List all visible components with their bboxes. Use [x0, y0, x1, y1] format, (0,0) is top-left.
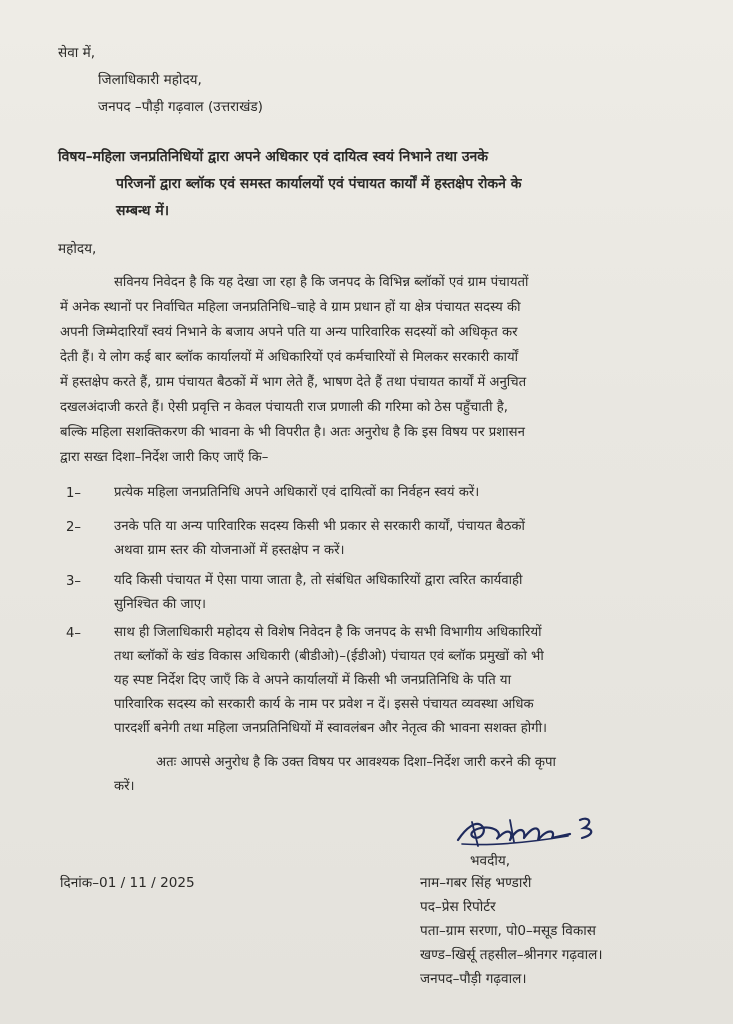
body-line: देती हैं। ये लोग कई बार ब्लॉक कार्यालयों में अधिकारियों एवं कर्मचारियों से मिलकर सरकारी कार्यों [60, 350, 519, 365]
recipient-district: जनपद –पौड़ी गढ़वाल (उत्तराखंड) [98, 99, 263, 115]
subject-line: सम्बन्ध में। [116, 203, 170, 219]
letter-date: दिनांक–01 / 11 / 2025 [60, 875, 195, 891]
closing-line: करें। [114, 779, 135, 794]
point-line: उनके पति या अन्य पारिवारिक सदस्य किसी भी प्रकार से सरकारी कार्यों, पंचायत बैठकों [114, 519, 525, 534]
body-line: द्वारा सख्त दिशा–निर्देश जारी किए जाएँ कि– [60, 450, 269, 465]
point-number: 4– [66, 626, 81, 641]
body-line: दखलअंदाजी करते हैं। ऐसी प्रवृत्ति न केवल पंचायती राज प्रणाली की गरिमा को ठेस पहुँचाती है, [60, 400, 508, 415]
point-number: 3– [66, 574, 81, 589]
greeting: महोदय, [58, 241, 97, 257]
sender-address: पता–ग्राम सरणा, पो0–मसूड विकास [420, 923, 596, 939]
point-line: सुनिश्चित की जाए। [114, 597, 206, 612]
salutation-to: सेवा में, [58, 45, 96, 61]
sender-designation: पद–प्रेस रिपोर्टर [420, 899, 496, 915]
point-line: यदि किसी पंचायत में ऐसा पाया जाता है, तो संबंधित अधिकारियों द्वारा त्वरित कार्यवाही [114, 573, 523, 588]
point-number: 2– [66, 520, 81, 535]
point-line: प्रत्येक महिला जनप्रतिनिधि अपने अधिकारों एवं दायित्वों का निर्वहन स्वयं करें। [114, 485, 480, 500]
point-number: 1– [66, 486, 81, 501]
point-line: तथा ब्लॉकों के खंड विकास अधिकारी (बीडीओ)–(ईडीओ) पंचायत एवं ब्लॉक प्रमुखों को भी [114, 649, 544, 664]
sender-name: नाम–गबर सिंह भण्डारी [420, 875, 532, 891]
recipient-title: जिलाधिकारी महोदय, [98, 72, 202, 88]
body-line: में अनेक स्थानों पर निर्वाचित महिला जनप्रतिनिधि–चाहे वे ग्राम प्रधान हों या क्षेत्र पंचायत सदस्य की [60, 300, 521, 315]
subject-line: परिजनों द्वारा ब्लॉक एवं समस्त कार्यालयों एवं पंचायत कार्यों में हस्तक्षेप रोकने के [116, 176, 522, 192]
sender-district: जनपद–पौड़ी गढ़वाल। [420, 971, 527, 987]
valediction: भवदीय, [470, 853, 511, 869]
point-line: अथवा ग्राम स्तर की योजनाओं में हस्तक्षेप न करें। [114, 543, 345, 558]
body-line: में हस्तक्षेप करते हैं, ग्राम पंचायत बैठकों में भाग लेते हैं, भाषण देते हैं तथा पंचायत कार्यों में अनुचित [60, 375, 527, 390]
subject-line: विषय–महिला जनप्रतिनिधियों द्वारा अपने अधिकार एवं दायित्व स्वयं निभाने तथा उनके [58, 149, 489, 165]
point-line: पारिवारिक सदस्य को सरकारी कार्य के नाम पर प्रवेश न दें। इससे पंचायत व्यवस्था अधिक [114, 697, 534, 712]
point-line: पारदर्शी बनेगी तथा महिला जनप्रतिनिधियों में स्वावलंबन और नेतृत्व की भावना सशक्त होगी। [114, 721, 548, 736]
body-line: बल्कि महिला सशक्तिकरण की भावना के भी विपरीत है। अतः अनुरोध है कि इस विषय पर प्रशासन [60, 425, 525, 440]
sender-address: खण्ड–खिर्सू तहसील–श्रीनगर गढ़वाल। [420, 947, 603, 963]
body-line: अपनी जिम्मेदारियाँ स्वयं निभाने के बजाय अपने पति या अन्य पारिवारिक सदस्यों को अधिकृत कर [60, 325, 518, 340]
point-line: यह स्पष्ट निर्देश दिए जाएँ कि वे अपने कार्यालयों में किसी भी जनप्रतिनिधि के पति या [114, 673, 511, 688]
point-line: साथ ही जिलाधिकारी महोदय से विशेष निवेदन है कि जनपद के सभी विभागीय अधिकारियों [114, 625, 542, 640]
body-line: सविनय निवेदन है कि यह देखा जा रहा है कि जनपद के विभिन्न ब्लॉकों एवं ग्राम पंचायतों [114, 275, 529, 290]
handwritten-signature [452, 806, 602, 854]
closing-line: अतः आपसे अनुरोध है कि उक्त विषय पर आवश्यक दिशा–निर्देश जारी करने की कृपा [156, 755, 556, 770]
